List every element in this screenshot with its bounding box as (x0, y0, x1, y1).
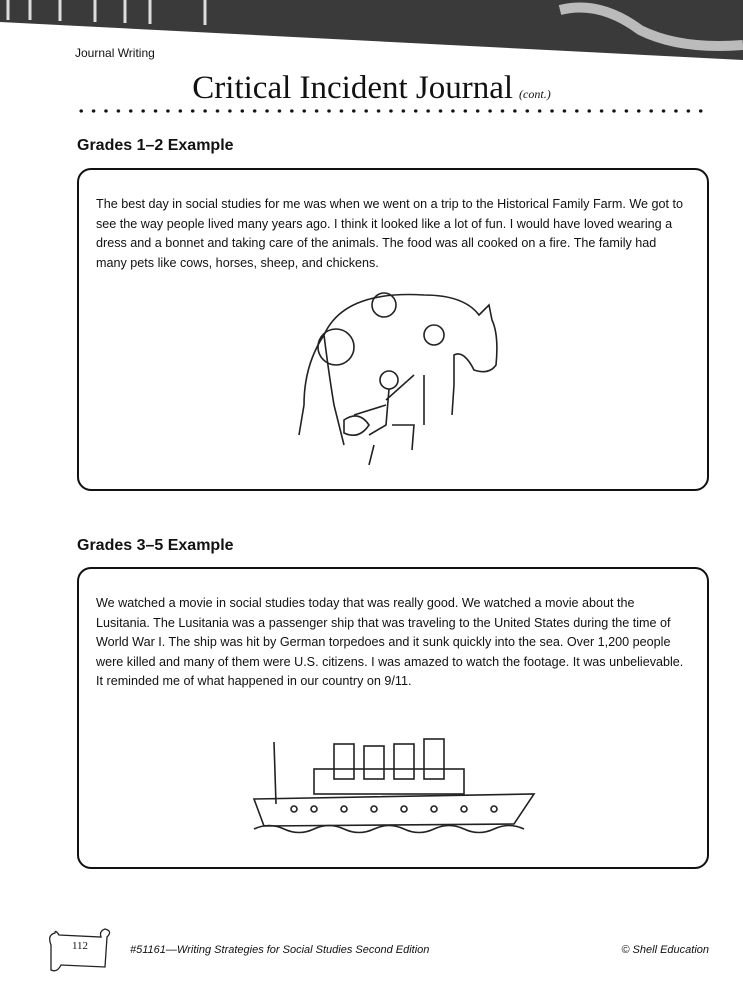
section-label: Journal Writing (75, 46, 155, 60)
cow-milking-sketch (274, 275, 514, 465)
dotted-divider (75, 107, 711, 115)
title-text: Critical Incident Journal (192, 70, 514, 106)
journal-entry-text: The best day in social studies for me was when we went on a trip to the Historical Family Farm. We got to see the way people lived many years ago. I think it looked like a lot of fun. I would have loved wearing a dress and a bonnet and taking care of the animals. The food was all cooked on a fire. The family had many pets like cows, horses, sheep, and chickens. (96, 197, 684, 270)
page-title (0, 70, 743, 107)
example-heading-grades-1-2: Grades 1–2 Example (77, 137, 234, 154)
journal-entry-text: We watched a movie in social studies today that was really good. We watched a movie about the Lusitania. The Lusitania was a passenger ship that was traveling to the United States during the time of World War I. The ship was hit by German torpedoes and it sunk quickly into the sea. Over 1,200 people were killed and many of them were U.S. citizens. I was amazed to watch the footage. It was unbelievable. It reminded me of what happened in our country on 9/11. (96, 596, 684, 688)
footer-book-title: #51161—Writing Strategies for Social Studies Second Edition (130, 944, 430, 956)
footer-copyright: © Shell Education (621, 944, 709, 956)
example-heading-grades-3-5: Grades 3–5 Example (77, 537, 234, 554)
page-number: 112 (71, 940, 89, 952)
ship-sketch (244, 734, 544, 839)
title-note: (cont.) (519, 87, 551, 101)
example-box-grades-3-5 (77, 567, 709, 869)
example-box-grades-1-2 (77, 168, 709, 491)
